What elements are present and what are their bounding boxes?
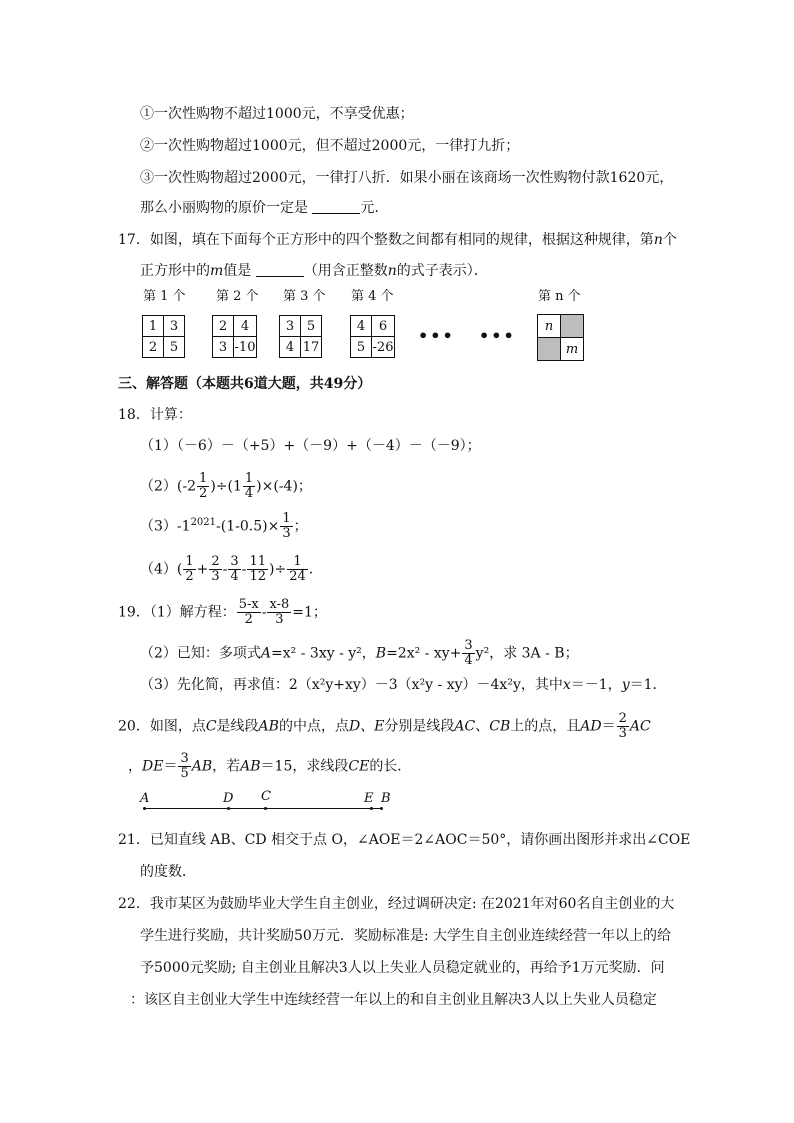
q22-line3: 予5000元奖励; 自主创业且解决3人以上失业人员稳定就业的，再给予1万元奖励．问 <box>140 960 665 976</box>
q20-line2: ，DE＝ $\frac{3}{5}$ AB，若AB＝15，求线段CE的长． <box>128 751 412 781</box>
q18-part1: （1）（－6）－（+5）+（－9）+（－4）－（－9）； <box>140 438 481 454</box>
q16-rule-1: ①一次性购物不超过1000元，不享受优惠； <box>140 106 414 122</box>
q19-part3: （3）先化简，再求值：2（x²y+xy）－3（x²y - xy）－4x²y，其中x＝－1，y＝1． <box>140 677 667 693</box>
q18-title: 18．计算： <box>118 407 192 423</box>
answer-blank[interactable] <box>256 262 304 277</box>
q18-part4: （4）( $\frac{1}{2}$ + $\frac{2}{3}$ - $\frac{3}{4}$ - $\frac{11}{12}$ )÷ $\frac{1}{24}$ ． <box>140 554 323 584</box>
label-d: D <box>223 791 234 806</box>
q18-part3: $(3)-1^{2021}-(1-0.5)\times$ $\frac{1}{3}$ ； <box>140 511 308 541</box>
q22-line1: 22．我市某区为鼓励毕业大学生自主创业，经过调研决定: 在2021年对60名自主创业的大 <box>118 896 675 912</box>
q16-rule-2: ②一次性购物超过1000元，但不超过2000元，一律打九折； <box>140 138 520 154</box>
point-d <box>227 807 230 810</box>
point-e <box>370 807 373 810</box>
label-a: A <box>140 791 150 806</box>
q21-line1: 21．已知直线 AB、CD 相交于点 O，∠AOE＝2∠AOC＝50°，请你画出图形并求出∠COE <box>118 832 691 848</box>
answer-blank[interactable] <box>312 199 360 214</box>
point-c <box>264 807 267 810</box>
figure-label-1: 第 1 个 <box>143 289 186 304</box>
q17-line2: 正方形中的m值是 （用含正整数n的式子表示）． <box>140 263 488 279</box>
figure-label-3: 第 3 个 <box>283 289 326 304</box>
label-b: B <box>381 791 391 806</box>
q22-line4: ：该区自主创业大学生中连续经营一年以上的和自主创业且解决3人以上失业人员稳定 <box>130 992 657 1008</box>
q17-line1: 17．如图，填在下面每个正方形中的四个整数之间都有相同的规律，根据这种规律，第n个 <box>118 232 677 248</box>
ellipsis-2: ••• <box>479 326 516 345</box>
point-b <box>380 807 383 810</box>
q20-line1: 20．如图，点C是线段AB的中点，点D、E分别是线段AC、CB上的点，且AD＝ $\frac{2}{3}$ AC <box>118 711 651 741</box>
q16-question: 那么小丽购物的原价一定是 元． <box>140 200 389 216</box>
q19-part2: （2）已知：多项式A=x² - 3xy - y²，B=2x² - xy+ $\frac{3}{4}$ y²，求 3A - B； <box>140 638 579 668</box>
q22-line2: 学生进行奖励，共计奖励50万元．奖励标准是: 大学生自主创业连续经营一年以上的给 <box>140 928 671 944</box>
label-e: E <box>364 791 374 806</box>
q16-rule-3: ③一次性购物超过2000元，一律打八折．如果小丽在该商场一次性购物付款1620元， <box>140 170 674 186</box>
figure-label-n: 第 n 个 <box>538 289 581 304</box>
square-2: 2 4 3 -10 <box>212 315 257 358</box>
q18-part2: （2）(-2 $\frac{1}{2}$ )÷(1 $\frac{1}{4}$ )×(-4)； <box>140 471 312 501</box>
square-4: 4 6 5 -26 <box>350 315 395 358</box>
point-a <box>143 807 146 810</box>
q21-line2: 的度数． <box>140 864 196 880</box>
section-heading: 三、解答题（本题共6道大题，共49分） <box>118 376 372 392</box>
square-1: 1 3 2 5 <box>142 315 185 358</box>
ellipsis-1: ••• <box>418 326 455 345</box>
square-n: n m <box>537 314 584 361</box>
figure-label-2: 第 2 个 <box>216 289 259 304</box>
square-3: 3 5 4 17 <box>279 315 322 358</box>
figure-label-4: 第 4 个 <box>351 289 394 304</box>
q19-part1: 19．（1）解方程： $\frac{5-x}{2}$ - $\frac{x-8}{3}$ =1； <box>118 597 327 627</box>
label-c: C <box>261 789 271 804</box>
